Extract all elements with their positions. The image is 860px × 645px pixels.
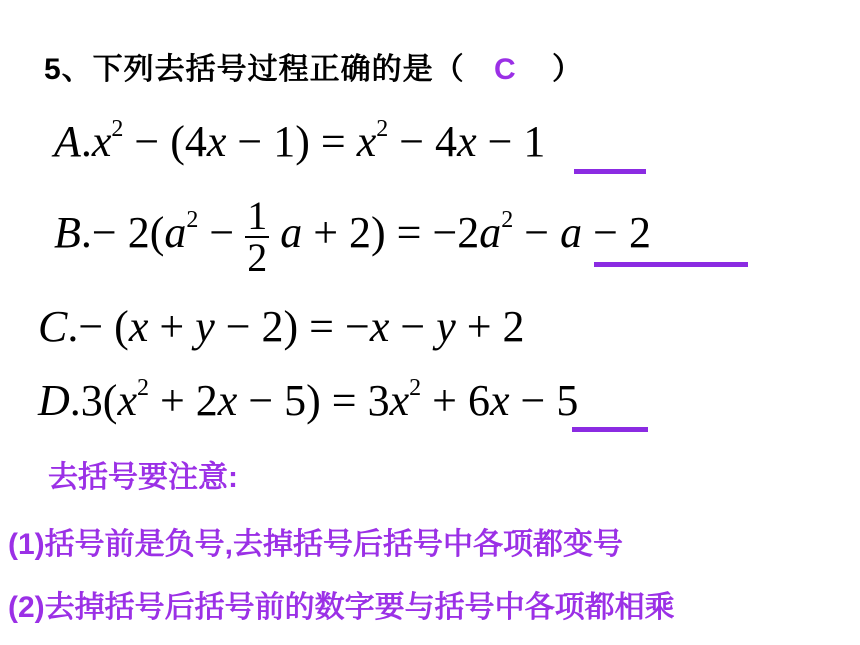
answer-letter: C — [494, 53, 517, 86]
fraction-one-half: $\frac{1}{2}$ — [247, 193, 268, 280]
option-d: $D.3(x^2 + 2x - 5) = 3x^2 + 6x - 5$ — [38, 375, 579, 425]
question-suffix: ） — [552, 53, 584, 86]
option-a: $A.x^2 - (4x - 1) = x^2 - 4x - 1$ — [54, 116, 546, 166]
question-prefix: 5、下列去括号过程正确的是（ — [44, 53, 465, 86]
option-b-underline — [594, 262, 748, 267]
option-c: C.− (x + y − 2) = −x − y + 2 — [38, 302, 525, 351]
notes-heading: 去括号要注意: — [48, 461, 238, 494]
notes-rule-1: (1)括号前是负号,去掉括号后括号中各项都变号 — [8, 528, 623, 561]
option-a-underline — [574, 169, 646, 174]
notes-rule-2: (2)去掉括号后括号前的数字要与括号中各项都相乘 — [8, 591, 675, 624]
option-b: $B.- 2(a^2$ − $\frac{1}{2}$ $a + 2) = -2a^2 - a - 2$ — [54, 193, 651, 280]
question-line — [44, 44, 583, 88]
option-d-underline — [572, 427, 648, 432]
